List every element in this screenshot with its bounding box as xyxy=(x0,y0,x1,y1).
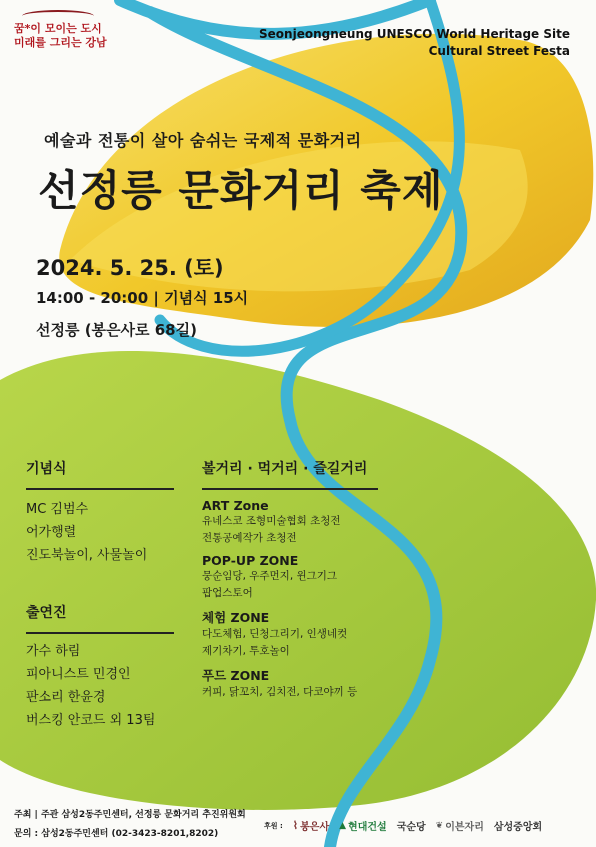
sponsor-name: 국순당 xyxy=(396,822,426,833)
zone-desc: 다도체험, 딘청그리기, 인생네컷 xyxy=(202,627,348,640)
zone-experience xyxy=(202,608,378,660)
ceremony-divider xyxy=(26,488,174,490)
english-title-line2: Cultural Street Festa xyxy=(428,44,570,58)
zone-art xyxy=(202,498,378,547)
gangnam-logo xyxy=(14,10,114,50)
zone-desc: 전통공예작가 초청전 xyxy=(202,531,297,544)
sponsor-name: 봉은사 xyxy=(300,822,330,833)
festival-date: 2024. 5. 25. (토) xyxy=(36,256,224,280)
zone-name: ART Zone xyxy=(202,497,269,513)
festival-place: 선정릉 (봉은사로 68길) xyxy=(36,321,197,339)
organizer-text: 주최 | 주관 삼성2동주민센터, 선정릉 문화거리 추진위원회 xyxy=(14,810,246,820)
festival-time: 14:00 - 20:00 | 기념식 15시 xyxy=(36,289,249,307)
english-title xyxy=(259,26,570,60)
sponsor-bongeunsa xyxy=(293,818,329,833)
performer-item: 가수 하림 xyxy=(26,643,81,659)
triangle-icon: ▲ xyxy=(339,820,347,831)
zone-name: 푸드 ZONE xyxy=(202,667,270,683)
performer-item: 버스킹 안코드 외 13팀 xyxy=(26,712,156,728)
zone-desc: 유네스코 조형미술협회 초청전 xyxy=(202,514,341,527)
zone-name: 체험 ZONE xyxy=(202,609,270,625)
sponsor-label: 후원 : xyxy=(264,821,283,830)
sponsor-name: 이븐자리 xyxy=(445,822,484,833)
temple-icon: ⌇ xyxy=(292,819,299,832)
zone-desc: 뭉순임당, 우주먼지, 윈그기그 xyxy=(202,569,338,582)
street-section xyxy=(202,458,378,701)
ceremony-item: 진도북놀이, 사물놀이 xyxy=(26,547,148,563)
festival-title: 선정릉 문화거리 축제 xyxy=(38,166,444,215)
logo-line1: 꿈*이 모이는 도시 xyxy=(14,22,102,35)
zone-desc: 제기차기, 투호놀이 xyxy=(202,644,290,657)
festival-subtitle: 예술과 전통이 살아 숨쉬는 국제적 문화거리 xyxy=(44,131,362,150)
sponsor-kooksoondang xyxy=(397,818,426,833)
ceremony-section xyxy=(26,458,174,567)
zone-food xyxy=(202,666,378,701)
performers-heading: 출연진 xyxy=(26,605,67,621)
performer-item: 피아니스트 민경인 xyxy=(26,666,131,682)
sponsor-name: 삼성중앙회 xyxy=(493,822,543,833)
ceremony-item: 어가행렬 xyxy=(26,524,77,540)
sponsor-hyundai xyxy=(339,818,387,833)
english-title-line1: Seonjeongneung UNESCO World Heritage Site xyxy=(259,27,570,41)
sponsor-bar xyxy=(264,818,542,833)
sponsor-samsung-central xyxy=(494,818,542,833)
performer-item: 판소리 한윤경 xyxy=(26,689,106,705)
zone-desc: 커피, 닭꼬치, 김치전, 다코야끼 등 xyxy=(202,685,358,698)
zone-desc: 팝업스토어 xyxy=(202,586,253,599)
street-heading: 볼거리 · 먹거리 · 즐길거리 xyxy=(202,461,368,477)
zone-popup xyxy=(202,553,378,602)
logo-line2: 미래를 그리는 강남 xyxy=(14,36,107,49)
ceremony-heading: 기념식 xyxy=(26,461,67,477)
ceremony-item: MC 김범수 xyxy=(26,501,89,517)
logo-arc-icon xyxy=(22,10,94,22)
sponsor-name: 현대건설 xyxy=(348,822,387,833)
zone-name: POP-UP ZONE xyxy=(202,552,299,568)
leaf-icon: ❦ xyxy=(435,820,444,831)
performers-divider xyxy=(26,632,174,634)
street-divider xyxy=(202,488,378,490)
performers-section xyxy=(26,602,174,732)
contact-text: 문의 : 삼성2동주민센터 (02-3423-8201,8202) xyxy=(14,829,219,839)
sponsor-evenzari xyxy=(436,818,484,833)
